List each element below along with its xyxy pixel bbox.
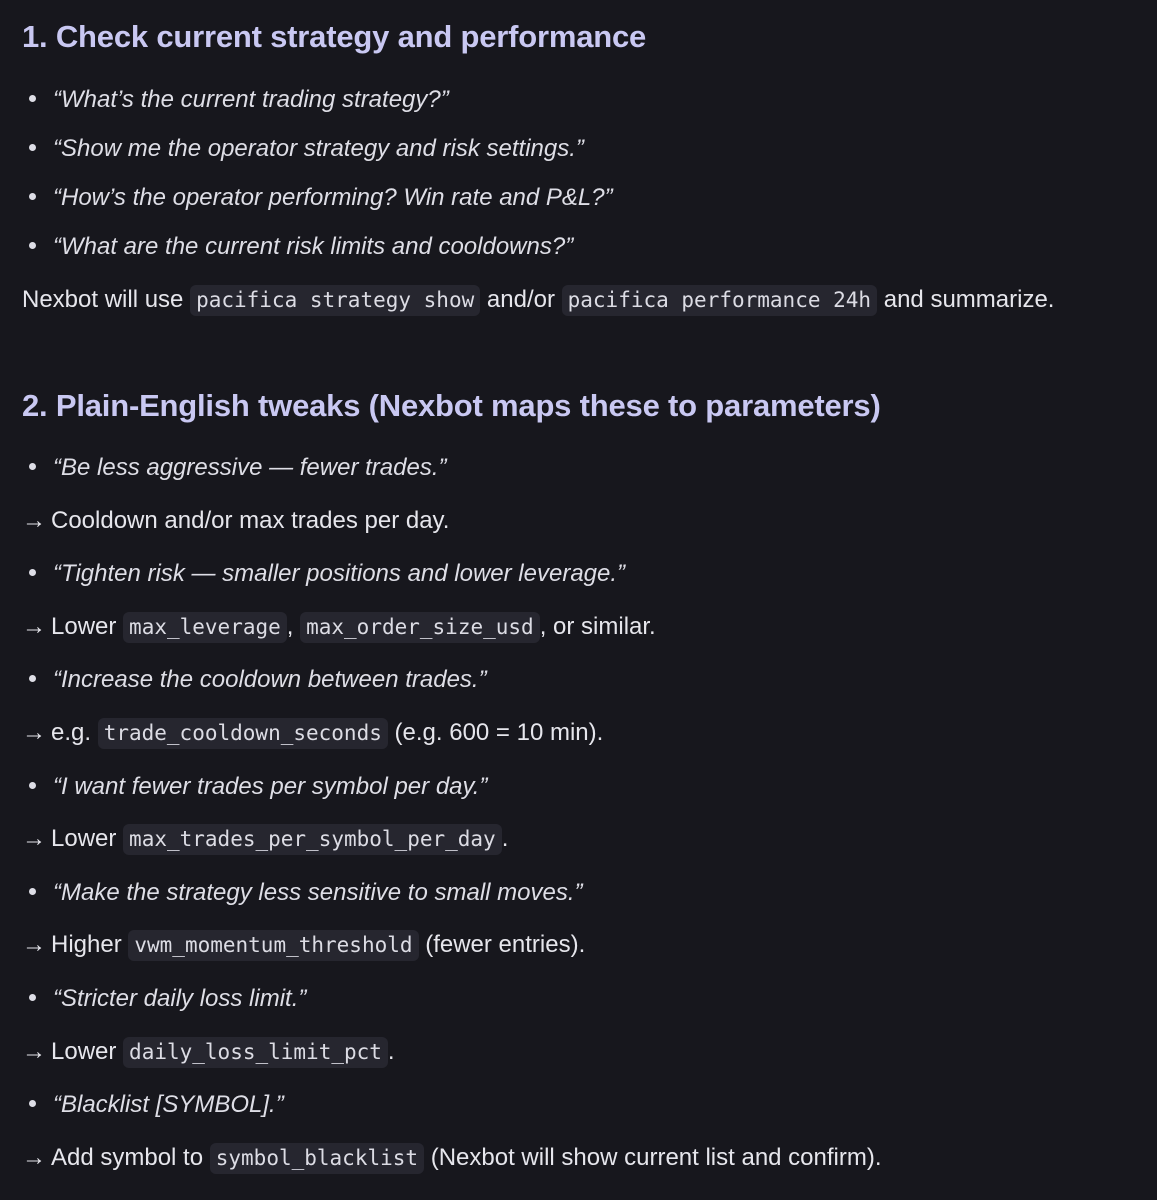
code-performance-24h: pacifica performance 24h xyxy=(562,285,877,316)
answer-prefix: Higher xyxy=(51,931,129,958)
answer-suffix: (fewer entries). xyxy=(418,931,586,958)
bullet-dot xyxy=(29,675,36,682)
list-item xyxy=(29,985,306,1013)
answer-prefix: Add symbol to xyxy=(51,1144,210,1171)
code-max-leverage: max_leverage xyxy=(123,612,287,643)
list-item xyxy=(29,135,584,163)
bullet-text: “Show me the operator strategy and risk settings.” xyxy=(53,135,584,162)
bullet-text: “Be less aggressive — fewer trades.” xyxy=(53,454,447,481)
bullet-dot xyxy=(29,144,36,151)
bullet-text: “I want fewer trades per symbol per day.” xyxy=(53,773,488,800)
bullet-text: “Increase the cooldown between trades.” xyxy=(53,666,487,693)
answer-prefix: Lower xyxy=(51,613,124,640)
answer-suffix: (e.g. 600 = 10 min). xyxy=(387,719,604,746)
list-item xyxy=(29,879,583,907)
code-strategy-show: pacifica strategy show xyxy=(190,285,480,316)
bullet-dot xyxy=(29,242,36,249)
answer-prefix: Lower xyxy=(51,825,124,852)
arrow-right-icon: → xyxy=(22,719,46,746)
arrow-right-icon: → xyxy=(22,613,46,640)
list-item xyxy=(29,560,625,588)
answer-line xyxy=(22,613,656,641)
bullet-text: “What’s the current trading strategy?” xyxy=(53,86,449,113)
bullet-text: “How’s the operator performing? Win rate and P&L?” xyxy=(53,184,613,211)
answer-text: Cooldown and/or max trades per day. xyxy=(51,507,450,534)
bullet-text: “Make the strategy less sensitive to small moves.” xyxy=(53,879,583,906)
answer-prefix: e.g. xyxy=(51,719,98,746)
section-2-heading: 2. Plain-English tweaks (Nexbot maps these to parameters) xyxy=(22,388,881,423)
list-item xyxy=(29,1091,284,1119)
bullet-text: “Tighten risk — smaller positions and lower leverage.” xyxy=(53,560,626,587)
answer-suffix: (Nexbot will show current list and confirm). xyxy=(424,1144,882,1171)
bullet-text: “What are the current risk limits and cooldowns?” xyxy=(53,233,574,260)
answer-suffix: . xyxy=(387,1038,395,1065)
answer-line xyxy=(22,719,603,747)
list-item xyxy=(29,86,449,114)
arrow-right-icon: → xyxy=(22,931,46,958)
list-item xyxy=(29,773,487,801)
answer-middle: , xyxy=(286,613,301,640)
code-max-trades-per-symbol-per-day: max_trades_per_symbol_per_day xyxy=(123,824,502,855)
answer-prefix: Lower xyxy=(51,1038,124,1065)
answer-suffix: . xyxy=(501,825,509,852)
arrow-right-icon: → xyxy=(22,825,46,852)
list-item xyxy=(29,454,446,482)
summary-suffix: and summarize. xyxy=(877,286,1055,313)
bullet-dot xyxy=(29,193,36,200)
bullet-dot xyxy=(29,463,36,470)
section-1-heading: 1. Check current strategy and performance xyxy=(22,19,647,54)
bullet-dot xyxy=(29,95,36,102)
list-item xyxy=(29,666,487,694)
bullet-dot xyxy=(29,994,36,1001)
summary-paragraph xyxy=(22,286,1054,314)
bullet-dot xyxy=(29,1100,36,1107)
answer-line xyxy=(22,1144,882,1172)
bullet-dot xyxy=(29,569,36,576)
arrow-right-icon: → xyxy=(22,507,46,534)
answer-line xyxy=(22,507,449,535)
bullet-dot xyxy=(29,888,36,895)
code-trade-cooldown-seconds: trade_cooldown_seconds xyxy=(98,718,388,749)
bullet-text: “Stricter daily loss limit.” xyxy=(53,985,307,1012)
answer-line xyxy=(22,825,508,853)
code-vwm-momentum-threshold: vwm_momentum_threshold xyxy=(128,930,418,961)
code-daily-loss-limit-pct: daily_loss_limit_pct xyxy=(123,1037,388,1068)
answer-line xyxy=(22,1038,395,1066)
summary-prefix: Nexbot will use xyxy=(22,286,191,313)
summary-middle: and/or xyxy=(480,286,562,313)
bullet-text: “Blacklist [SYMBOL].” xyxy=(53,1091,284,1118)
list-item xyxy=(29,233,573,261)
answer-line xyxy=(22,931,585,959)
bullet-dot xyxy=(29,782,36,789)
code-symbol-blacklist: symbol_blacklist xyxy=(210,1143,424,1174)
code-max-order-size-usd: max_order_size_usd xyxy=(300,612,540,643)
list-item xyxy=(29,184,613,212)
arrow-right-icon: → xyxy=(22,1038,46,1065)
answer-suffix: , or similar. xyxy=(539,613,656,640)
arrow-right-icon: → xyxy=(22,1144,46,1171)
